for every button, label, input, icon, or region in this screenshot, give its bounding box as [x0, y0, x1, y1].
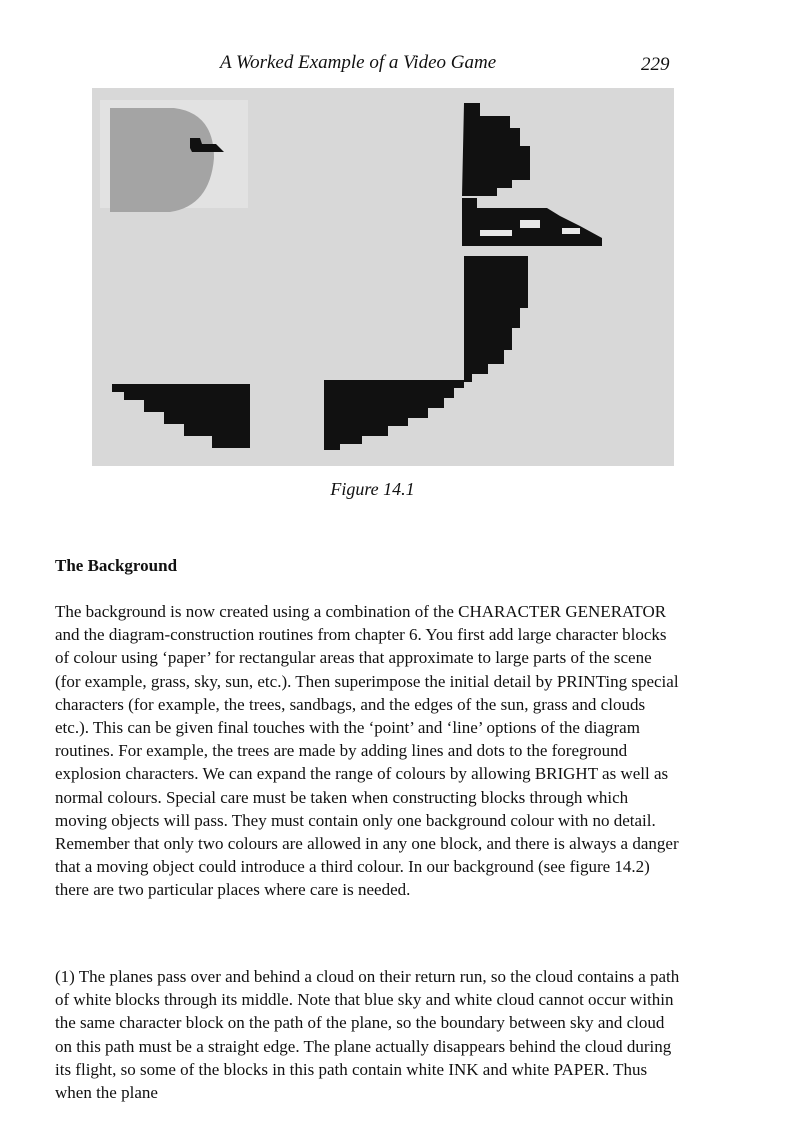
figure-caption: Figure 14.1	[330, 479, 415, 499]
running-title: A Worked Example of a Video Game	[220, 52, 497, 73]
page-number: 229	[641, 54, 670, 75]
plane-window-1	[480, 230, 512, 236]
running-head	[0, 52, 800, 80]
sun-shape	[110, 108, 214, 212]
plane-window-2	[520, 220, 540, 228]
figure-14-1	[92, 88, 674, 466]
figure-illustration	[92, 88, 674, 466]
body-paragraph: The background is now created using a combination of the CHARACTER GENERATOR and the diagram-construction routines from chapter 6. You first add large character blocks of colour using ‘paper’ for rectangular areas that approximate to large parts of the scene (for example, grass, sky, sun, etc.). Then superimpose the initial detail by PRINTing special characters (for example, the trees, sandbags, and the edges of the sun, grass and clouds etc.). This can be given final touches with the ‘point’ and ‘line’ options of the diagram routines. For example, the trees are made by adding lines and dots to the foreground explosion characters. We can expand the range of colours by allowing BRIGHT as well as normal colours. Special care must be taken when constructing blocks through which moving objects will pass. They must contain only one background colour with no detail. Remember that only two colours are allowed in any one block, and there is always a danger that a moving object could introduce a third colour. In our background (see figure 14.2) there are two particular places where care is needed.	[55, 602, 679, 900]
section-heading: The Background	[55, 556, 178, 575]
body-paragraph: (1) The planes pass over and behind a cloud on their return run, so the cloud contains a path of white blocks through its middle. Note that blue sky and white cloud cannot occur within the same character block on the path of the plane, so the boundary between sky and cloud on this path must be a straight edge. The plane actually disappears behind the cloud during its flight, so some of the blocks in this path contain white INK and white PAPER. Thus when the plane	[55, 967, 680, 1103]
plane-window-3	[562, 228, 580, 234]
